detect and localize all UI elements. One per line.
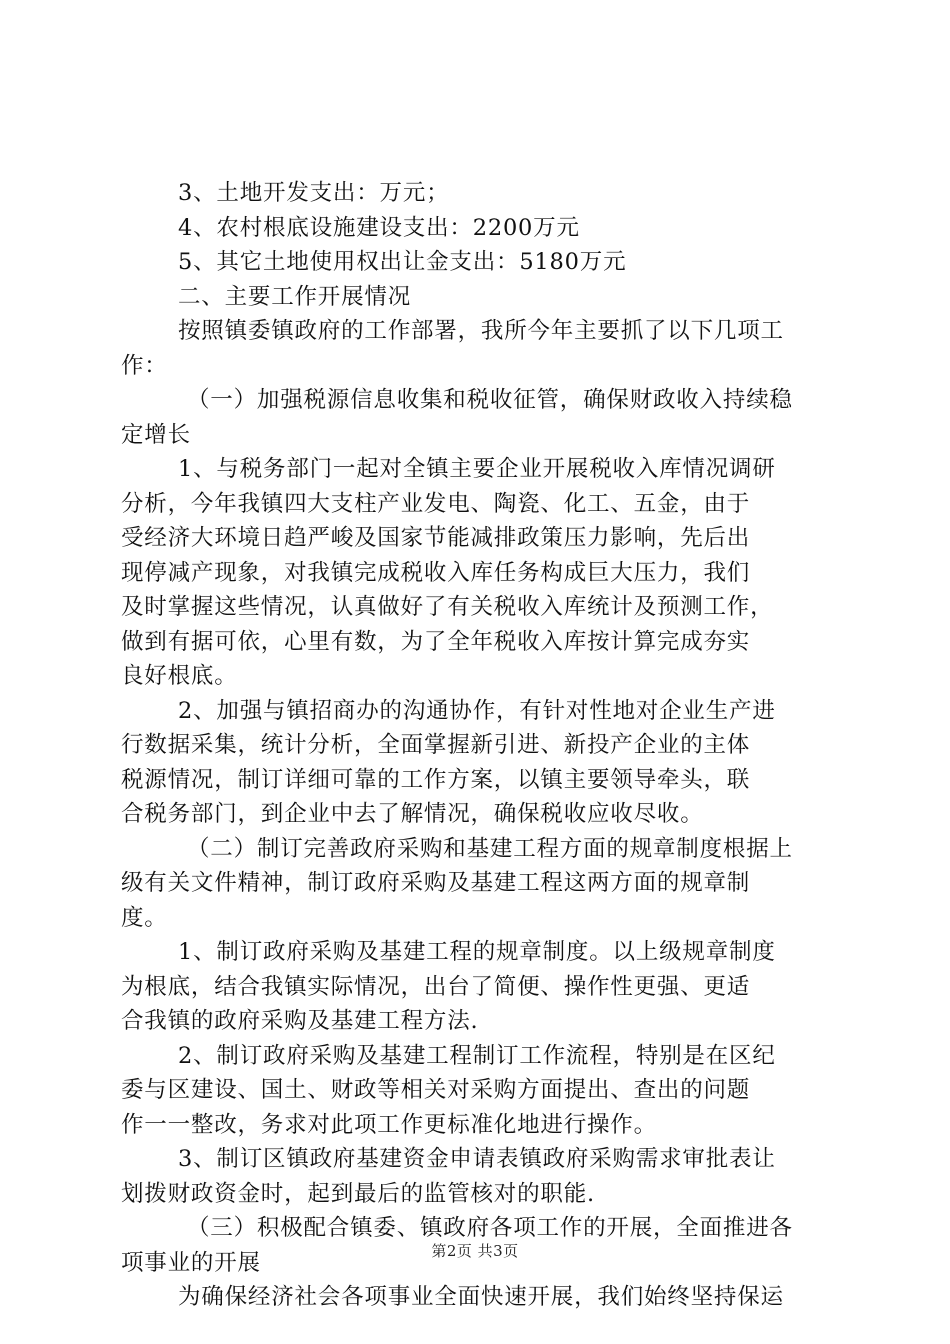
text-line: 受经济大环境日趋严峻及国家节能减排政策压力影响，先后出: [121, 525, 751, 551]
text-line: 定增长: [121, 421, 191, 448]
subsection-heading: （二）制订完善政府采购和基建工程方面的规章制度根据上: [187, 835, 793, 862]
text-line: 为根底，结合我镇实际情况，出台了简便、操作性更强、更适: [121, 973, 751, 1000]
text-line: 5、其它土地使用权出让金支出：5180万元: [178, 249, 627, 275]
text-line: 做到有据可依，心里有数，为了全年税收入库按计算完成夯实: [121, 628, 751, 655]
text-line: 2、制订政府采购及基建工程制订工作流程，特别是在区纪: [178, 1042, 776, 1069]
text-line: 合我镇的政府采购及基建工程方法.: [121, 1008, 479, 1034]
text-line: 按照镇委镇政府的工作部署，我所今年主要抓了以下几项工: [178, 318, 784, 344]
document-body: [121, 176, 831, 1315]
text-line: 1、制订政府采购及基建工程的规章制度。以上级规章制度: [178, 939, 776, 965]
subsection-heading: （一）加强税源信息收集和税收征管，确保财政收入持续稳: [187, 387, 793, 413]
text-line: 委与区建设、国土、财政等相关对采购方面提出、查出的问题: [121, 1077, 751, 1103]
text-line: 税源情况，制订详细可靠的工作方案，以镇主要领导牵头，联: [121, 766, 751, 793]
text-line: 分析，今年我镇四大支柱产业发电、陶瓷、化工、五金，由于: [121, 490, 751, 517]
text-line: 划拨财政资金时，起到最后的监管核对的职能.: [121, 1180, 595, 1207]
text-line: 2、加强与镇招商办的沟通协作，有针对性地对企业生产进: [178, 697, 776, 724]
text-line: 作一一整改，务求对此项工作更标准化地进行操作。: [121, 1111, 657, 1138]
text-line: 良好根底。: [121, 663, 238, 689]
text-line: 度。: [121, 904, 168, 931]
text-line: 合税务部门，到企业中去了解情况，确保税收应收尽收。: [121, 801, 704, 827]
text-line: 4、农村根底设施建设支出：2200万元: [178, 214, 580, 241]
page-number-footer: 第2页 共3页: [431, 1242, 519, 1260]
text-line: 项事业的开展: [121, 1249, 261, 1276]
text-line: 行数据采集，统计分析，全面掌握新引进、新投产企业的主体: [121, 732, 751, 758]
text-line: 为确保经济社会各项事业全面快速开展，我们始终坚持保运: [178, 1284, 784, 1310]
section-heading: 二、主要工作开展情况: [178, 283, 412, 310]
text-line: 作：: [121, 352, 168, 379]
text-line: 1、与税务部门一起对全镇主要企业开展税收入库情况调研: [178, 456, 776, 482]
text-line: 及时掌握这些情况，认真做好了有关税收入库统计及预测工作，: [121, 594, 774, 620]
text-line: 3、土地开发支出：万元；: [178, 180, 450, 206]
subsection-heading: （三）积极配合镇委、镇政府各项工作的开展，全面推进各: [187, 1215, 793, 1241]
text-line: 现停减产现象，对我镇完成税收入库任务构成巨大压力，我们: [121, 559, 751, 586]
text-line: 3、制订区镇政府基建资金申请表镇政府采购需求审批表让: [178, 1146, 776, 1172]
text-line: 级有关文件精神，制订政府采购及基建工程这两方面的规章制: [121, 870, 751, 896]
